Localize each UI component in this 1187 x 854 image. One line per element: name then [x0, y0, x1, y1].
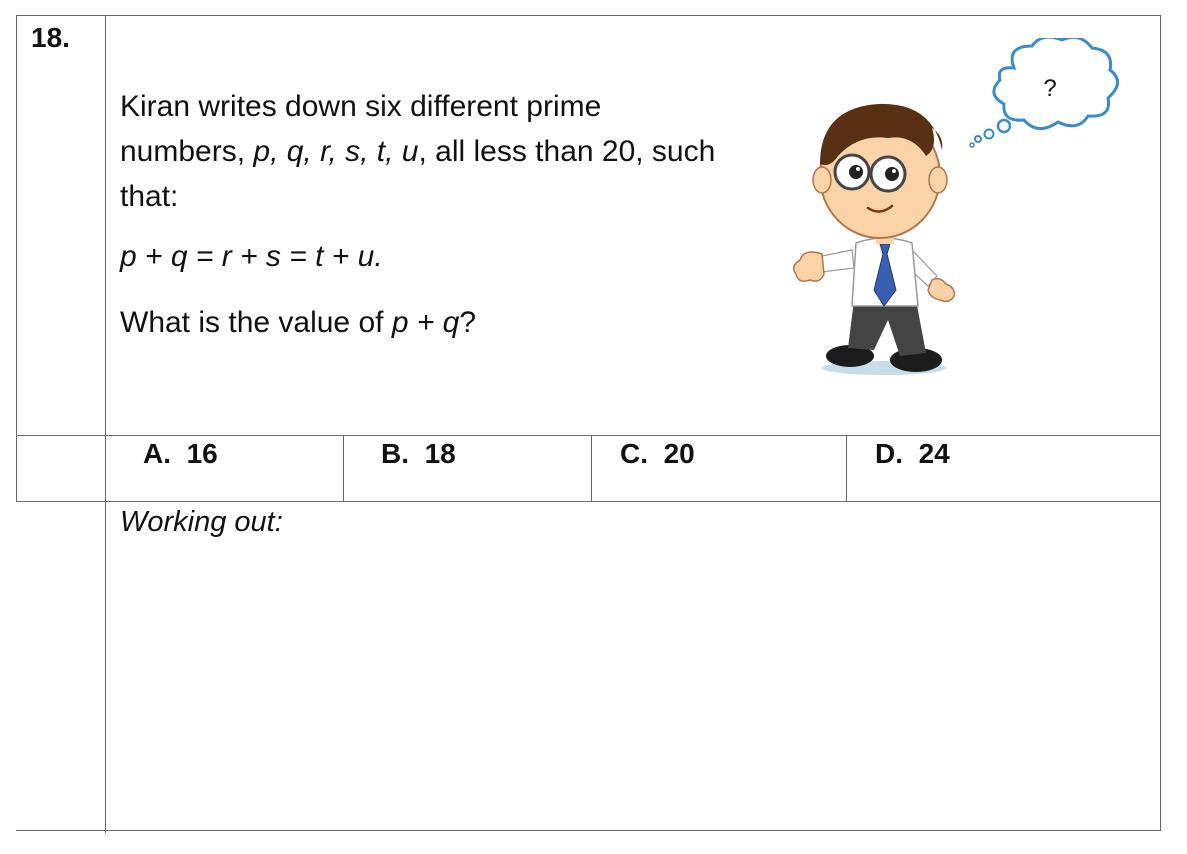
question-variables: p, q, r, s, t, u — [253, 135, 419, 168]
option-a-letter: A. — [143, 438, 171, 469]
table-border-right — [1160, 15, 1161, 830]
question-line-2-prefix: numbers, — [120, 135, 254, 168]
thought-bubble-text: ? — [1043, 75, 1057, 102]
option-c[interactable] — [620, 438, 695, 470]
option-c-value: 20 — [663, 438, 695, 469]
question-ask-expr: p + q — [391, 306, 460, 339]
question-line-1: Kiran writes down six different prime — [120, 90, 602, 123]
table-border-optCD — [846, 435, 847, 501]
question-line-2 — [120, 129, 760, 174]
question-ask-prefix: What is the value of — [120, 306, 392, 339]
question-equation: p + q = r + s = t + u. — [120, 240, 383, 273]
option-d-letter: D. — [875, 438, 903, 469]
option-a-value: 16 — [186, 438, 218, 469]
question-ask — [120, 306, 476, 340]
option-d[interactable] — [875, 438, 950, 470]
option-a[interactable] — [143, 438, 218, 470]
table-border-left — [16, 15, 17, 501]
table-border-optAB — [343, 435, 344, 501]
option-b-letter: B. — [381, 438, 409, 469]
option-d-value: 24 — [918, 438, 950, 469]
table-border-optBC — [591, 435, 592, 501]
table-border-row2 — [16, 501, 1161, 502]
table-border-row1 — [16, 435, 1161, 436]
option-b-value: 18 — [424, 438, 456, 469]
question-number: 18. — [31, 22, 70, 53]
table-border-top — [16, 15, 1161, 16]
option-b[interactable] — [381, 438, 456, 470]
question-line-3: that: — [120, 180, 179, 213]
working-out-area[interactable] — [106, 545, 1160, 829]
thinking-boy-icon — [792, 38, 1122, 383]
table-border-bottom — [16, 830, 1161, 831]
question-ask-suffix: ? — [459, 306, 477, 339]
question-line-2-suffix: , all less than 20, such — [418, 135, 716, 168]
working-out-label: Working out: — [120, 506, 283, 538]
question-text — [120, 84, 760, 219]
option-c-letter: C. — [620, 438, 648, 469]
